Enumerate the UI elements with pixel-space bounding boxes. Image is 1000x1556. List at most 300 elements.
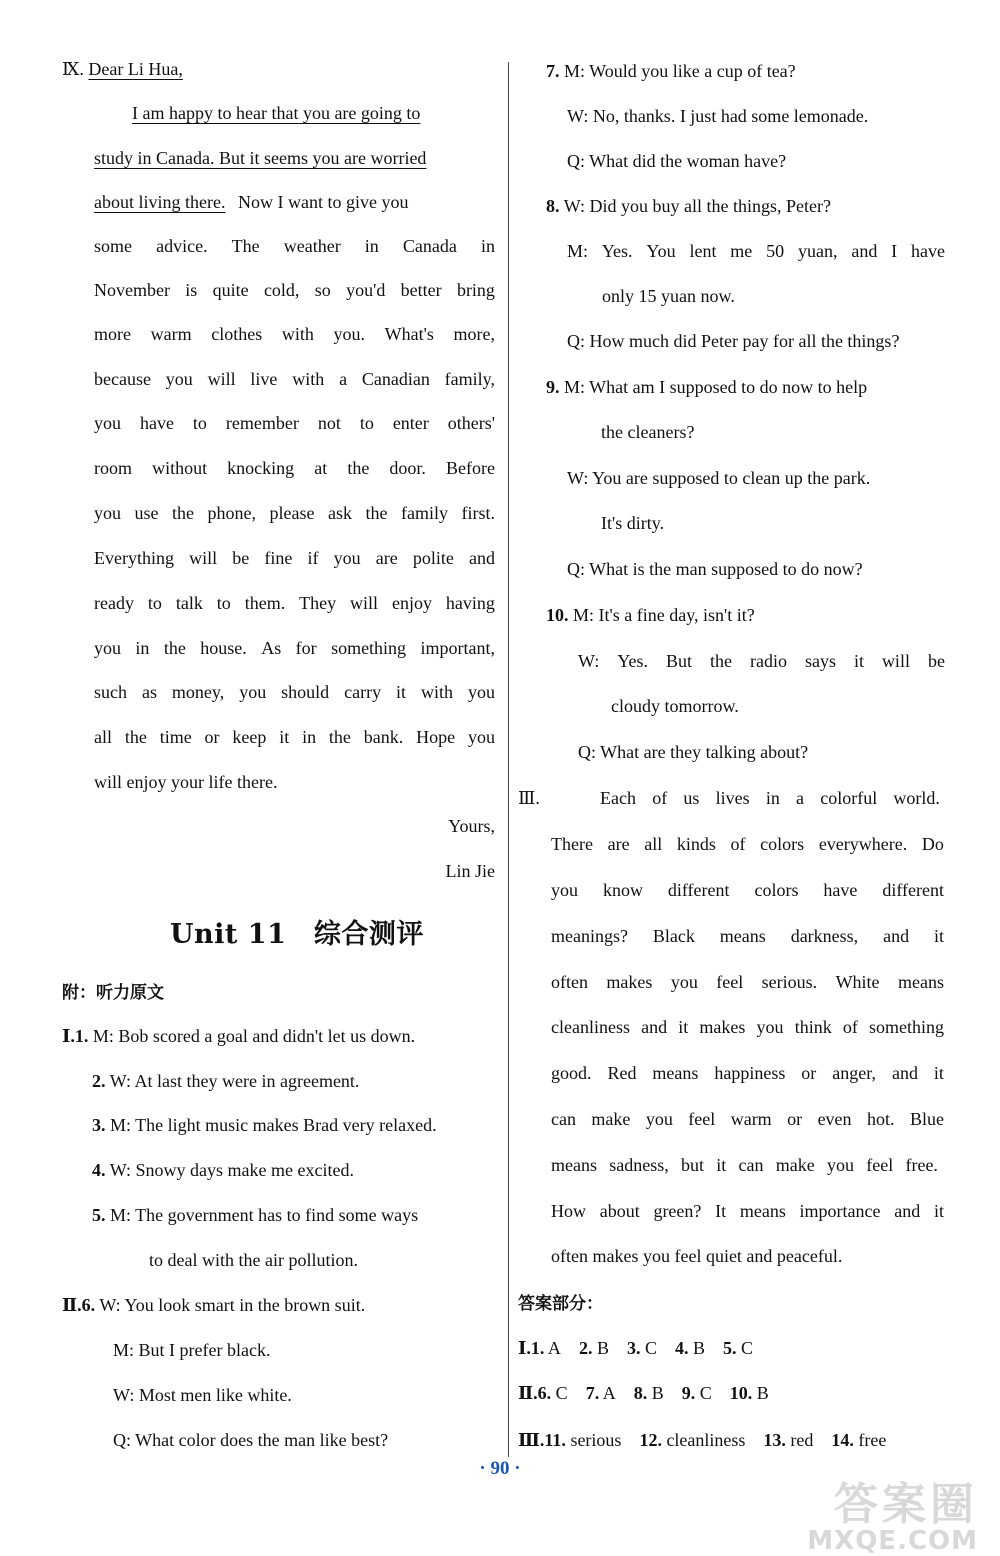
word: not <box>317 413 341 433</box>
section-label: Ⅱ. <box>62 1295 82 1315</box>
answer-number: 7. <box>585 1383 600 1403</box>
word: makes <box>699 1017 746 1037</box>
answer-number: 9. <box>681 1383 696 1403</box>
section-label: Ⅲ. <box>518 788 540 808</box>
answer-item <box>723 1338 753 1358</box>
letter-heading <box>62 56 183 82</box>
letter-line <box>94 455 495 481</box>
word: you <box>826 1155 854 1175</box>
letter-closing: Yours, <box>448 816 495 836</box>
listening-item <box>92 1112 437 1138</box>
word: and <box>891 1063 918 1083</box>
word: have <box>823 880 858 900</box>
word: it <box>933 926 944 946</box>
word: colors <box>760 834 805 854</box>
answer-item <box>763 1430 813 1450</box>
word: meanings? <box>551 926 628 946</box>
dialogue-line: W: Most men like white. <box>113 1385 292 1405</box>
word: know <box>602 880 643 900</box>
word: phone, <box>207 503 256 523</box>
word: you <box>467 727 495 747</box>
appendix-heading: 附：听力原文 <box>62 983 164 1003</box>
letter-line <box>94 500 495 526</box>
item-text: M: The government has to find some ways <box>110 1205 419 1225</box>
word: polite <box>412 548 454 568</box>
word: and <box>641 1017 668 1037</box>
word: with <box>281 324 314 344</box>
word: knocking <box>227 458 295 478</box>
dialogue-line: W: Did you buy all the things, Peter? <box>563 196 831 216</box>
passage-line <box>551 1014 944 1040</box>
word: the <box>365 503 388 523</box>
word: is <box>185 280 198 300</box>
word: be <box>927 651 945 671</box>
answer-item <box>586 1383 616 1403</box>
word: enter <box>392 413 429 433</box>
word: think <box>794 1017 832 1037</box>
answer-number: 6. <box>537 1383 552 1403</box>
word: in <box>135 638 150 658</box>
item-number: 6. <box>81 1295 96 1315</box>
letter-line <box>94 545 495 571</box>
word: the <box>163 638 186 658</box>
answer-item <box>544 1430 621 1450</box>
word: in <box>302 727 317 747</box>
word: in <box>480 236 495 256</box>
word: and <box>894 1201 921 1221</box>
answer-number: 3. <box>626 1338 641 1358</box>
word: you <box>645 1109 673 1129</box>
word: different <box>667 880 730 900</box>
answer-value: A <box>599 1383 616 1403</box>
word: M: <box>567 241 589 261</box>
word: different <box>882 880 944 900</box>
word: weather <box>283 236 341 256</box>
word: it <box>678 1017 689 1037</box>
word: room <box>94 458 132 478</box>
word: It <box>715 1201 727 1221</box>
word: happiness <box>714 1063 786 1083</box>
word: as <box>141 682 157 702</box>
answer-item <box>730 1383 769 1403</box>
answer-value: C <box>640 1338 657 1358</box>
word: feel <box>688 1109 716 1129</box>
word: means <box>652 1063 699 1083</box>
word: you <box>165 369 193 389</box>
answer-value: C <box>695 1383 712 1403</box>
dialogue-line: It's dirty. <box>601 513 665 533</box>
passage-line <box>551 1106 944 1132</box>
word: and <box>851 241 878 261</box>
dialogue-line: M: What am I supposed to do now to help <box>564 377 868 397</box>
letter-line: I am happy to hear that you are going to <box>132 103 421 123</box>
word: 50 <box>766 241 785 261</box>
word: warm <box>150 324 192 344</box>
answer-value: red <box>785 1430 814 1450</box>
passage-line <box>551 1198 944 1224</box>
passage-line <box>551 831 944 857</box>
letter-line <box>94 590 495 616</box>
word: make <box>591 1109 631 1129</box>
dialogue-line <box>567 238 945 264</box>
word: clothes <box>211 324 263 344</box>
word: such <box>94 682 127 702</box>
word: Before <box>446 458 495 478</box>
answer-number: 13. <box>763 1430 786 1450</box>
letter-line <box>94 366 495 392</box>
word: important, <box>420 638 495 658</box>
word: says <box>804 651 836 671</box>
word: it <box>396 682 407 702</box>
word: or <box>787 1109 803 1129</box>
word: You <box>646 241 676 261</box>
word: everywhere. <box>818 834 908 854</box>
passage-line <box>551 923 944 949</box>
word: colors <box>754 880 799 900</box>
word: some <box>94 236 132 256</box>
word: warm <box>730 1109 772 1129</box>
word: use <box>134 503 159 523</box>
word: something <box>331 638 407 658</box>
word: time <box>159 727 192 747</box>
word: it <box>279 727 290 747</box>
answer-number: 14. <box>831 1430 854 1450</box>
dialogue-line: M: Would you like a cup of tea? <box>564 61 796 81</box>
word: you <box>94 503 121 523</box>
word: will <box>350 593 379 613</box>
word: Black <box>652 926 695 946</box>
word: will <box>207 369 236 389</box>
word: money, <box>171 682 225 702</box>
word: something <box>868 1017 944 1037</box>
word: feel <box>866 1155 894 1175</box>
item-number: 7. <box>546 61 560 81</box>
listening-item <box>92 1157 354 1183</box>
answer-value: serious <box>565 1430 622 1450</box>
answer-item <box>831 1430 886 1450</box>
word: others' <box>447 413 495 433</box>
letter-line: will enjoy your life there. <box>94 772 278 792</box>
word: Do <box>921 834 944 854</box>
word: in <box>765 788 780 808</box>
word: the <box>172 503 194 523</box>
word: I <box>891 241 898 261</box>
answer-item <box>675 1338 705 1358</box>
word: because <box>94 369 151 389</box>
word: means <box>897 972 944 992</box>
word: Hope <box>416 727 456 747</box>
answer-item <box>579 1338 609 1358</box>
dialogue-line: Q: What is the man supposed to do now? <box>567 559 863 579</box>
word: please <box>269 503 315 523</box>
word: you <box>94 413 121 433</box>
dialogue-line: W: No, thanks. I just had some lemonade. <box>567 106 869 126</box>
word: are <box>607 834 630 854</box>
letter-line <box>94 410 495 436</box>
word: means <box>551 1155 597 1175</box>
word: it <box>933 1201 944 1221</box>
passage-line <box>600 785 940 811</box>
word: good. <box>551 1063 592 1083</box>
item-number: 1. <box>74 1026 89 1046</box>
word: house. <box>200 638 247 658</box>
dialogue-line: W: You are supposed to clean up the park. <box>567 468 871 488</box>
section-label: Ⅱ. <box>518 1383 538 1403</box>
item-text: M: Bob scored a goal and didn't let us down. <box>92 1026 416 1046</box>
item-text: W: Snowy days make me excited. <box>109 1160 354 1180</box>
word: Canadian <box>361 369 430 389</box>
listening-item <box>62 1292 365 1318</box>
word: ready <box>94 593 134 613</box>
word: you <box>467 682 495 702</box>
word: if <box>307 548 319 568</box>
word: ask <box>327 503 352 523</box>
word: you <box>94 638 121 658</box>
word: cold, <box>263 280 300 300</box>
word: hot. <box>866 1109 895 1129</box>
word: the <box>124 727 147 747</box>
dialogue-line: M: It's a fine day, isn't it? <box>573 605 755 625</box>
word: having <box>445 593 495 613</box>
word: to <box>147 593 162 613</box>
section-label: Ⅰ. <box>518 1338 531 1358</box>
word: you. <box>333 324 365 344</box>
item-number: 9. <box>546 377 560 397</box>
answer-item <box>639 1430 745 1450</box>
word: you <box>551 880 578 900</box>
word: often <box>551 972 588 992</box>
word: means <box>719 926 766 946</box>
answer-value: cleanliness <box>661 1430 746 1450</box>
word: live <box>250 369 278 389</box>
word: to <box>359 413 374 433</box>
word: at <box>314 458 328 478</box>
word: of <box>652 788 668 808</box>
word: a <box>796 788 805 808</box>
item-number: 10. <box>546 605 569 625</box>
watermark-logo: 答案圈 MXQE.COM <box>807 1479 978 1556</box>
word: it <box>853 651 864 671</box>
listening-item <box>92 1068 359 1094</box>
answer-item <box>531 1338 561 1358</box>
answer-value: B <box>688 1338 705 1358</box>
word: carry <box>344 682 382 702</box>
letter-line <box>94 233 495 259</box>
word: means <box>739 1201 786 1221</box>
word: Canada <box>402 236 457 256</box>
answer-item <box>627 1338 657 1358</box>
dialogue-line: the cleaners? <box>601 422 695 442</box>
item-continuation: to deal with the air pollution. <box>149 1250 358 1270</box>
word: radio <box>749 651 787 671</box>
word: of <box>842 1017 858 1037</box>
word: will <box>881 651 910 671</box>
passage-line <box>551 877 944 903</box>
word: kinds <box>676 834 716 854</box>
word: As <box>261 638 282 658</box>
letter-line <box>94 277 495 303</box>
word: so <box>314 280 331 300</box>
answer-item <box>634 1383 664 1403</box>
section-label: Ⅸ. <box>62 59 84 79</box>
salutation: Dear Li Hua, <box>88 59 183 79</box>
passage-line: often makes you feel quiet and peaceful. <box>551 1246 843 1266</box>
word: us <box>683 788 700 808</box>
listening-item <box>92 1202 418 1228</box>
word: you <box>670 972 698 992</box>
dialogue-line: Q: What are they talking about? <box>578 742 809 762</box>
word: and <box>468 548 495 568</box>
answer-number: 5. <box>722 1338 737 1358</box>
passage-line <box>551 1060 944 1086</box>
word: advice. <box>156 236 208 256</box>
answer-value: B <box>592 1338 609 1358</box>
item-number: 4. <box>92 1160 106 1180</box>
word: anger, <box>832 1063 877 1083</box>
word: world. <box>893 788 940 808</box>
answer-number: 4. <box>674 1338 689 1358</box>
word: have <box>139 413 174 433</box>
answer-value: B <box>752 1383 769 1403</box>
dialogue-line: Q: What color does the man like best? <box>113 1430 389 1450</box>
item-text: W: At last they were in agreement. <box>109 1071 360 1091</box>
word: Yes. <box>617 651 649 671</box>
dialogue-line: cloudy tomorrow. <box>611 696 739 716</box>
dialogue-line: only 15 yuan now. <box>602 286 735 306</box>
word: free. <box>905 1155 938 1175</box>
word: or <box>801 1063 817 1083</box>
dialogue-line: M: But I prefer black. <box>113 1340 271 1360</box>
dialogue-line: Q: What did the woman have? <box>567 151 787 171</box>
word: remember <box>225 413 299 433</box>
item-text: M: The light music makes Brad very relaxed. <box>110 1115 437 1135</box>
word: serious. <box>761 972 818 992</box>
word: What's <box>384 324 434 344</box>
dialogue-line: W: You look smart in the brown suit. <box>99 1295 366 1315</box>
section-label: Ⅰ. <box>62 1026 75 1046</box>
word: the <box>347 458 370 478</box>
listening-item <box>546 58 796 84</box>
word: importance <box>799 1201 881 1221</box>
answer-value: A <box>544 1338 561 1358</box>
word: you <box>239 682 267 702</box>
answer-item <box>682 1383 712 1403</box>
word: White <box>835 972 880 992</box>
word: and <box>883 926 910 946</box>
word: all <box>94 727 112 747</box>
word: How <box>551 1201 586 1221</box>
word: can <box>551 1109 576 1129</box>
answer-value: C <box>551 1383 568 1403</box>
word: feel <box>716 972 744 992</box>
word: but <box>680 1155 704 1175</box>
letter-line: about living there. Now I want to give you <box>94 192 409 212</box>
word: But <box>666 651 693 671</box>
word: be <box>232 548 250 568</box>
word: more, <box>453 324 495 344</box>
answer-number: 12. <box>639 1430 662 1450</box>
word: all <box>644 834 663 854</box>
word: family <box>400 503 448 523</box>
word: door. <box>389 458 426 478</box>
word: to <box>192 413 207 433</box>
letter-line <box>94 635 495 661</box>
unit-title: Unit 11 综合测评 <box>170 919 424 950</box>
word: in <box>364 236 379 256</box>
word: There <box>551 834 593 854</box>
word: without <box>152 458 208 478</box>
word: it <box>933 1063 944 1083</box>
word: better <box>400 280 442 300</box>
word: about <box>599 1201 640 1221</box>
word: yuan, <box>797 241 838 261</box>
word: you <box>756 1017 784 1037</box>
word: first. <box>461 503 495 523</box>
word: more <box>94 324 131 344</box>
word: Red <box>607 1063 637 1083</box>
word: colorful <box>820 788 878 808</box>
letter-line <box>94 724 495 750</box>
answer-number: 1. <box>530 1338 545 1358</box>
word: fine <box>264 548 293 568</box>
passage-line <box>551 969 944 995</box>
dialogue-line <box>578 648 945 674</box>
word: can <box>738 1155 764 1175</box>
word: them. <box>244 593 286 613</box>
answer-row <box>518 1380 769 1406</box>
dialogue-line: Q: How much did Peter pay for all the things? <box>567 331 900 351</box>
section-label: Ⅲ. <box>518 1430 545 1450</box>
word: bank. <box>363 727 404 747</box>
word: The <box>231 236 260 256</box>
word: should <box>281 682 330 702</box>
word: W: <box>578 651 600 671</box>
listening-item <box>62 1023 415 1049</box>
word: you'd <box>346 280 386 300</box>
item-number: 3. <box>92 1115 106 1135</box>
word: even <box>817 1109 852 1129</box>
listening-item <box>546 602 755 628</box>
item-number: 2. <box>92 1071 106 1091</box>
word: They <box>299 593 337 613</box>
word: Blue <box>909 1109 944 1129</box>
word: quite <box>212 280 249 300</box>
word: are <box>375 548 398 568</box>
answers-heading: 答案部分： <box>518 1294 603 1314</box>
word: the <box>710 651 732 671</box>
word: enjoy <box>391 593 432 613</box>
word: the <box>328 727 351 747</box>
word: lives <box>715 788 750 808</box>
word: of <box>730 834 746 854</box>
answer-number: 8. <box>633 1383 648 1403</box>
word: have <box>911 241 945 261</box>
word: makes <box>606 972 653 992</box>
word: Each <box>600 788 636 808</box>
word: will <box>189 548 218 568</box>
word: with <box>421 682 454 702</box>
word: darkness, <box>790 926 859 946</box>
word: family, <box>444 369 495 389</box>
word: bring <box>456 280 495 300</box>
letter-line: study in Canada. But it seems you are worried <box>94 148 427 168</box>
word: sadness, <box>609 1155 669 1175</box>
word: or <box>204 727 220 747</box>
word: Everything <box>94 548 174 568</box>
word: Yes. <box>601 241 633 261</box>
word: make <box>775 1155 815 1175</box>
word: a <box>339 369 348 389</box>
